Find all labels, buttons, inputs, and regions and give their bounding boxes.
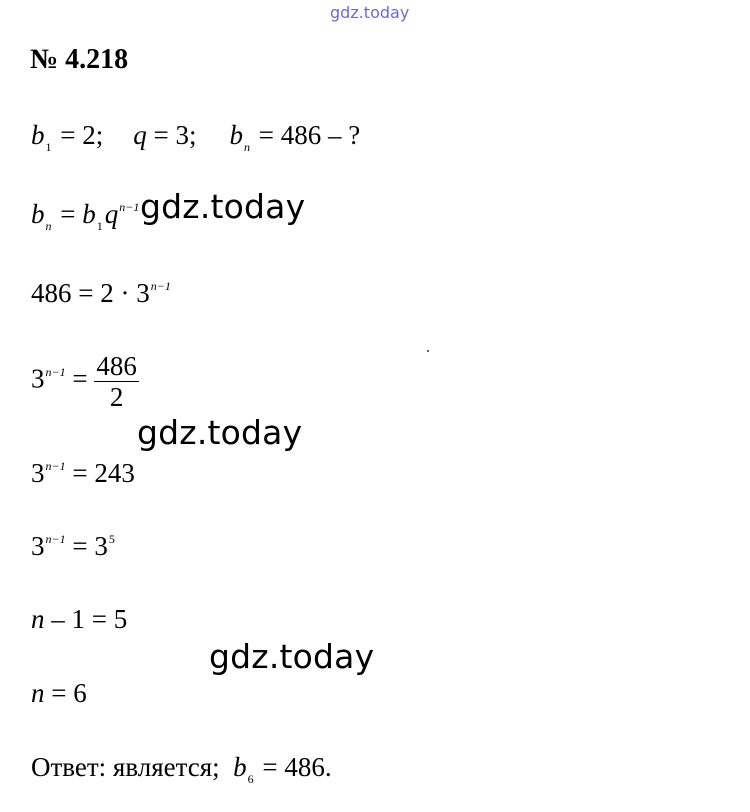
- formula-q: q: [104, 199, 119, 229]
- formula-eq: =: [53, 199, 83, 229]
- step-4-eq: = 3: [65, 531, 108, 561]
- stray-dot: [427, 350, 429, 352]
- watermark-top: gdz.today: [330, 3, 410, 22]
- step-3: [31, 458, 135, 493]
- step-2-exponent: n−1: [45, 364, 66, 379]
- formula-b1: b: [82, 199, 96, 229]
- step-3-exponent: n−1: [45, 459, 66, 473]
- step-2-base: 3: [31, 363, 45, 394]
- watermark-2: gdz.today: [137, 413, 303, 452]
- b1-value: = 2;: [53, 120, 104, 150]
- formula-q-exponent: n−1: [119, 200, 140, 214]
- fraction-denominator: 2: [109, 382, 124, 412]
- bn-symbol: b: [229, 120, 243, 150]
- step-1-expression: 486 = 2 · 3: [31, 278, 150, 308]
- step-1-exponent: n−1: [150, 279, 171, 293]
- step-6-rest: = 6: [44, 678, 87, 708]
- step-6-n: n: [31, 678, 45, 708]
- step-2-fraction: [94, 351, 139, 412]
- step-4: [31, 531, 115, 566]
- problem-number: № 4.218: [30, 44, 129, 75]
- given-line: [31, 120, 360, 155]
- answer-b-sub: 6: [247, 772, 254, 786]
- bn-subscript: n: [243, 140, 250, 154]
- step-3-rhs: = 243: [65, 458, 135, 488]
- step-3-base: 3: [31, 458, 45, 488]
- answer-b: b: [233, 752, 247, 782]
- b1-subscript: 1: [45, 140, 52, 154]
- fraction-numerator: 486: [96, 351, 137, 381]
- answer-value: = 486.: [255, 752, 332, 782]
- step-5-n: n: [31, 604, 45, 634]
- q-value: = 3;: [146, 120, 197, 150]
- step-6: [31, 678, 87, 708]
- step-2-eq: =: [65, 363, 95, 394]
- step-4-base: 3: [31, 531, 45, 561]
- step-4-rhs-exponent: 5: [108, 532, 115, 546]
- step-1: [31, 278, 171, 313]
- step-5-rest: – 1 = 5: [44, 604, 128, 634]
- step-4-exponent: n−1: [45, 532, 66, 546]
- watermark-1: gdz.today: [140, 187, 306, 226]
- formula-b1-sub: 1: [96, 219, 103, 233]
- answer-label: Ответ: является;: [31, 752, 234, 782]
- formula-bn: b: [31, 199, 45, 229]
- q-symbol: q: [133, 120, 147, 150]
- b1-symbol: b: [31, 120, 45, 150]
- formula-line: [31, 199, 139, 234]
- bn-value: = 486 – ?: [251, 120, 361, 150]
- step-5: [31, 604, 127, 634]
- step-2: [31, 351, 139, 412]
- watermark-3: gdz.today: [209, 637, 375, 676]
- formula-bn-sub: n: [45, 219, 52, 233]
- answer-line: [31, 752, 332, 787]
